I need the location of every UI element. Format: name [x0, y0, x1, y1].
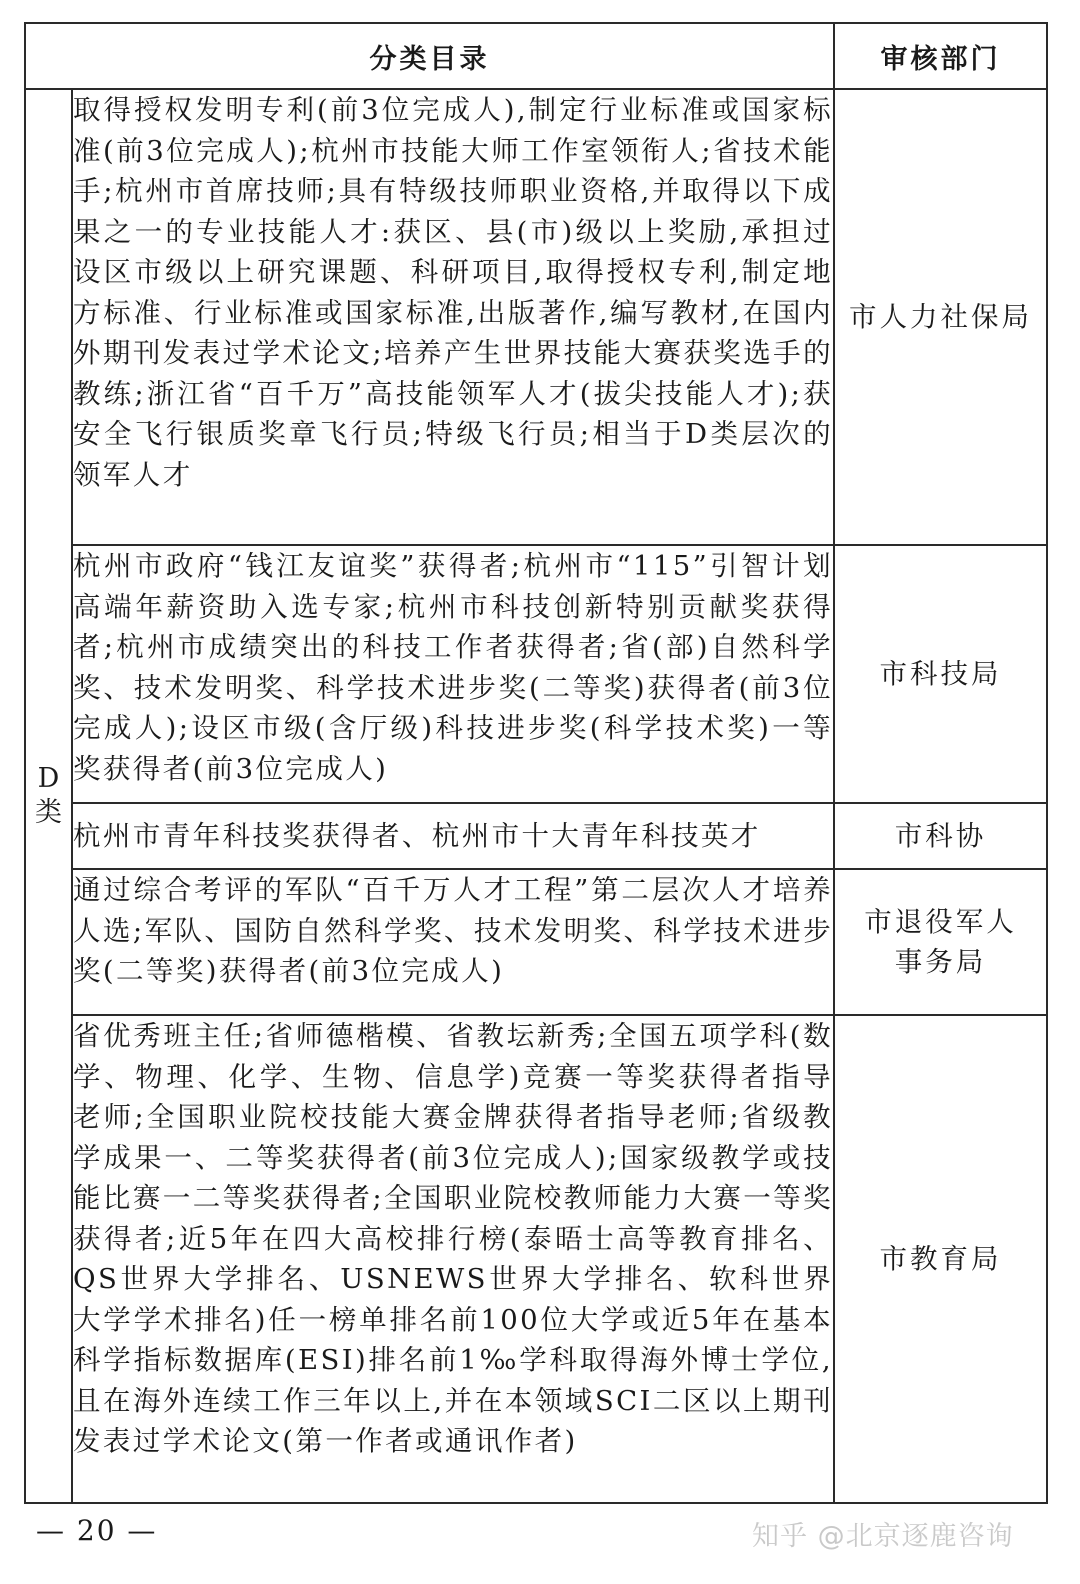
- row-department: 市科技局: [834, 545, 1047, 803]
- row-content: 通过综合考评的军队“百千万人才工程”第二层次人才培养人选;军队、国防自然科学奖、技术发明奖、科学技术进步奖(二等奖)获得者(前3位完成人): [72, 869, 834, 1015]
- header-category: 分类目录: [25, 23, 834, 89]
- row-content: 省优秀班主任;省师德楷模、省教坛新秀;全国五项学科(数学、物理、化学、生物、信息学)竞赛一等奖获得者指导老师;全国职业院校技能大赛金牌获得者指导老师;省级教学成果一、二等奖获得者(前3位完成人);国家级教学或技能比赛一二等奖获得者;全国职业院校教师能力大赛一等奖获得者;近5年在四大高校排行榜(泰晤士高等教育排名、QS世界大学排名、USNEWS世界大学排名、软科世界大学学术排名)任一榜单排名前100位大学或近5年在基本科学指标数据库(ESI)排名前1‰学科取得海外博士学位,且在海外连续工作三年以上,并在本领域SCI二区以上期刊发表过学术论文(第一作者或通讯作者): [72, 1015, 834, 1503]
- row-content: 杭州市政府“钱江友谊奖”获得者;杭州市“115”引智计划高端年薪资助入选专家;杭州市科技创新特别贡献奖获得者;杭州市成绩突出的科技工作者获得者;省(部)自然科学奖、技术发明奖、科学技术进步奖(二等奖)获得者(前3位完成人);设区市级(含厅级)科技进步奖(科学技术奖)一等奖获得者(前3位完成人): [72, 545, 834, 803]
- header-department: 审核部门: [834, 23, 1047, 89]
- table-row: [25, 869, 1047, 1015]
- watermark-text: 知乎 @北京逐鹿咨询: [752, 1521, 1014, 1552]
- row-department: 市教育局: [834, 1015, 1047, 1503]
- category-label-letter: D: [37, 763, 60, 794]
- classification-table: [24, 22, 1048, 1504]
- table-row: [25, 89, 1047, 545]
- category-label-word: 类: [35, 797, 62, 828]
- table-header-row: [25, 23, 1047, 89]
- category-label: [25, 89, 72, 1503]
- row-content: 取得授权发明专利(前3位完成人),制定行业标准或国家标准(前3位完成人);杭州市技能大师工作室领衔人;省技术能手;杭州市首席技师;具有特级技师职业资格,并取得以下成果之一的专业技能人才:获区、县(市)级以上奖励,承担过设区市级以上研究课题、科研项目,取得授权专利,制定地方标准、行业标准或国家标准,出版著作,编写教材,在国内外期刊发表过学术论文;培养产生世界技能大赛获奖选手的教练;浙江省“百千万”高技能领军人才(拔尖技能人才);获安全飞行银质奖章飞行员;特级飞行员;相当于D类层次的领军人才: [72, 89, 834, 545]
- row-content: 杭州市青年科技奖获得者、杭州市十大青年科技英才: [72, 803, 834, 869]
- row-department: 市科协: [834, 803, 1047, 869]
- table-row: [25, 803, 1047, 869]
- row-department: 市人力社保局: [834, 89, 1047, 545]
- table-row: [25, 1015, 1047, 1503]
- row-department: 市退役军人事务局: [834, 869, 1047, 1015]
- table-row: [25, 545, 1047, 803]
- page-number: — 20 —: [36, 1514, 158, 1547]
